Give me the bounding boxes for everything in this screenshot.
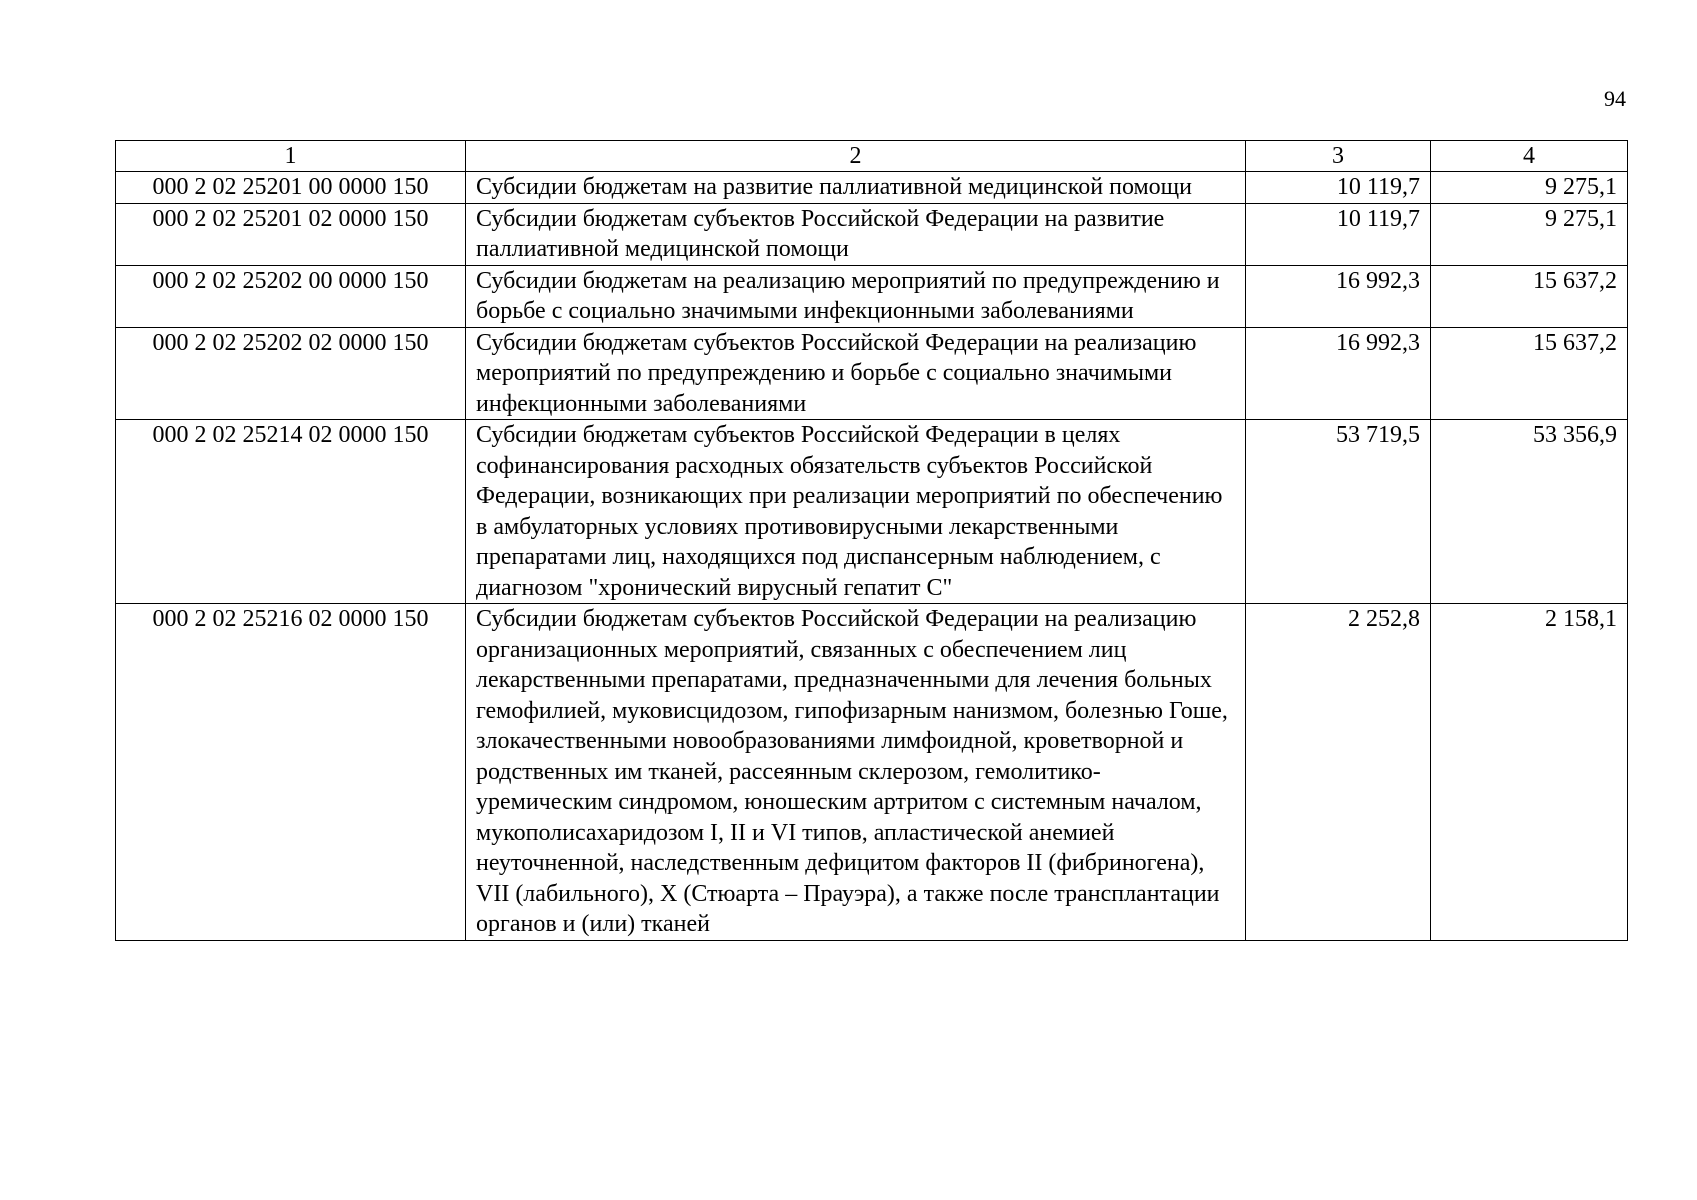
amount-column-4: 15 637,2: [1431, 327, 1628, 420]
amount-column-3: 10 119,7: [1246, 203, 1431, 265]
table-body: [116, 172, 1628, 941]
table-row: [116, 604, 1628, 941]
item-description: Субсидии бюджетам субъектов Российской Федерации на реализацию мероприятий по предупреждению и борьбе с социально значимыми инфекционными заболеваниями: [466, 327, 1246, 420]
budget-code: 000 2 02 25214 02 0000 150: [116, 420, 466, 604]
budget-code: 000 2 02 25216 02 0000 150: [116, 604, 466, 941]
amount-column-4: 15 637,2: [1431, 265, 1628, 327]
budget-code: 000 2 02 25202 00 0000 150: [116, 265, 466, 327]
amount-column-3: 16 992,3: [1246, 327, 1431, 420]
table-header: [116, 141, 1628, 172]
budget-table: [115, 140, 1628, 941]
budget-code: 000 2 02 25201 00 0000 150: [116, 172, 466, 204]
amount-column-3: 16 992,3: [1246, 265, 1431, 327]
amount-column-3: 53 719,5: [1246, 420, 1431, 604]
column-header-2: 2: [466, 141, 1246, 172]
table-row: [116, 203, 1628, 265]
amount-column-4: 2 158,1: [1431, 604, 1628, 941]
amount-column-4: 53 356,9: [1431, 420, 1628, 604]
table-row: [116, 265, 1628, 327]
item-description: Субсидии бюджетам субъектов Российской Федерации на развитие паллиативной медицинской помощи: [466, 203, 1246, 265]
header-row: [116, 141, 1628, 172]
item-description: Субсидии бюджетам субъектов Российской Федерации на реализацию организационных мероприятий, связанных с обеспечением лиц лекарственными препаратами, предназначенными для лечения больных гемофилией, муковисцидозом, гипофизарным нанизмом, болезнью Гоше, злокачественными новообразованиями лимфоидной, кроветворной и родственных им тканей, рассеянным склерозом, гемолитико-уремическим синдромом, юношеским артритом с системным началом, мукополисахаридозом I, II и VI типов, апластической анемией неуточненной, наследственным дефицитом факторов II (фибриногена), VII (лабильного), X (Стюарта – Прауэра), а также после трансплантации органов и (или) тканей: [466, 604, 1246, 941]
amount-column-3: 2 252,8: [1246, 604, 1431, 941]
page-number: 94: [1604, 86, 1626, 111]
budget-code: 000 2 02 25201 02 0000 150: [116, 203, 466, 265]
column-header-4: 4: [1431, 141, 1628, 172]
amount-column-3: 10 119,7: [1246, 172, 1431, 204]
amount-column-4: 9 275,1: [1431, 203, 1628, 265]
column-header-1: 1: [116, 141, 466, 172]
amount-column-4: 9 275,1: [1431, 172, 1628, 204]
table-row: [116, 172, 1628, 204]
budget-code: 000 2 02 25202 02 0000 150: [116, 327, 466, 420]
item-description: Субсидии бюджетам субъектов Российской Федерации в целях софинансирования расходных обязательств субъектов Российской Федерации, возникающих при реализации мероприятий по обеспечению в амбулаторных условиях противовирусными лекарственными препаратами лиц, находящихся под диспансерным наблюдением, с диагнозом "хронический вирусный гепатит С": [466, 420, 1246, 604]
table-row: [116, 420, 1628, 604]
table-row: [116, 327, 1628, 420]
column-header-3: 3: [1246, 141, 1431, 172]
item-description: Субсидии бюджетам на реализацию мероприятий по предупреждению и борьбе с социально значимыми инфекционными заболеваниями: [466, 265, 1246, 327]
item-description: Субсидии бюджетам на развитие паллиативной медицинской помощи: [466, 172, 1246, 204]
